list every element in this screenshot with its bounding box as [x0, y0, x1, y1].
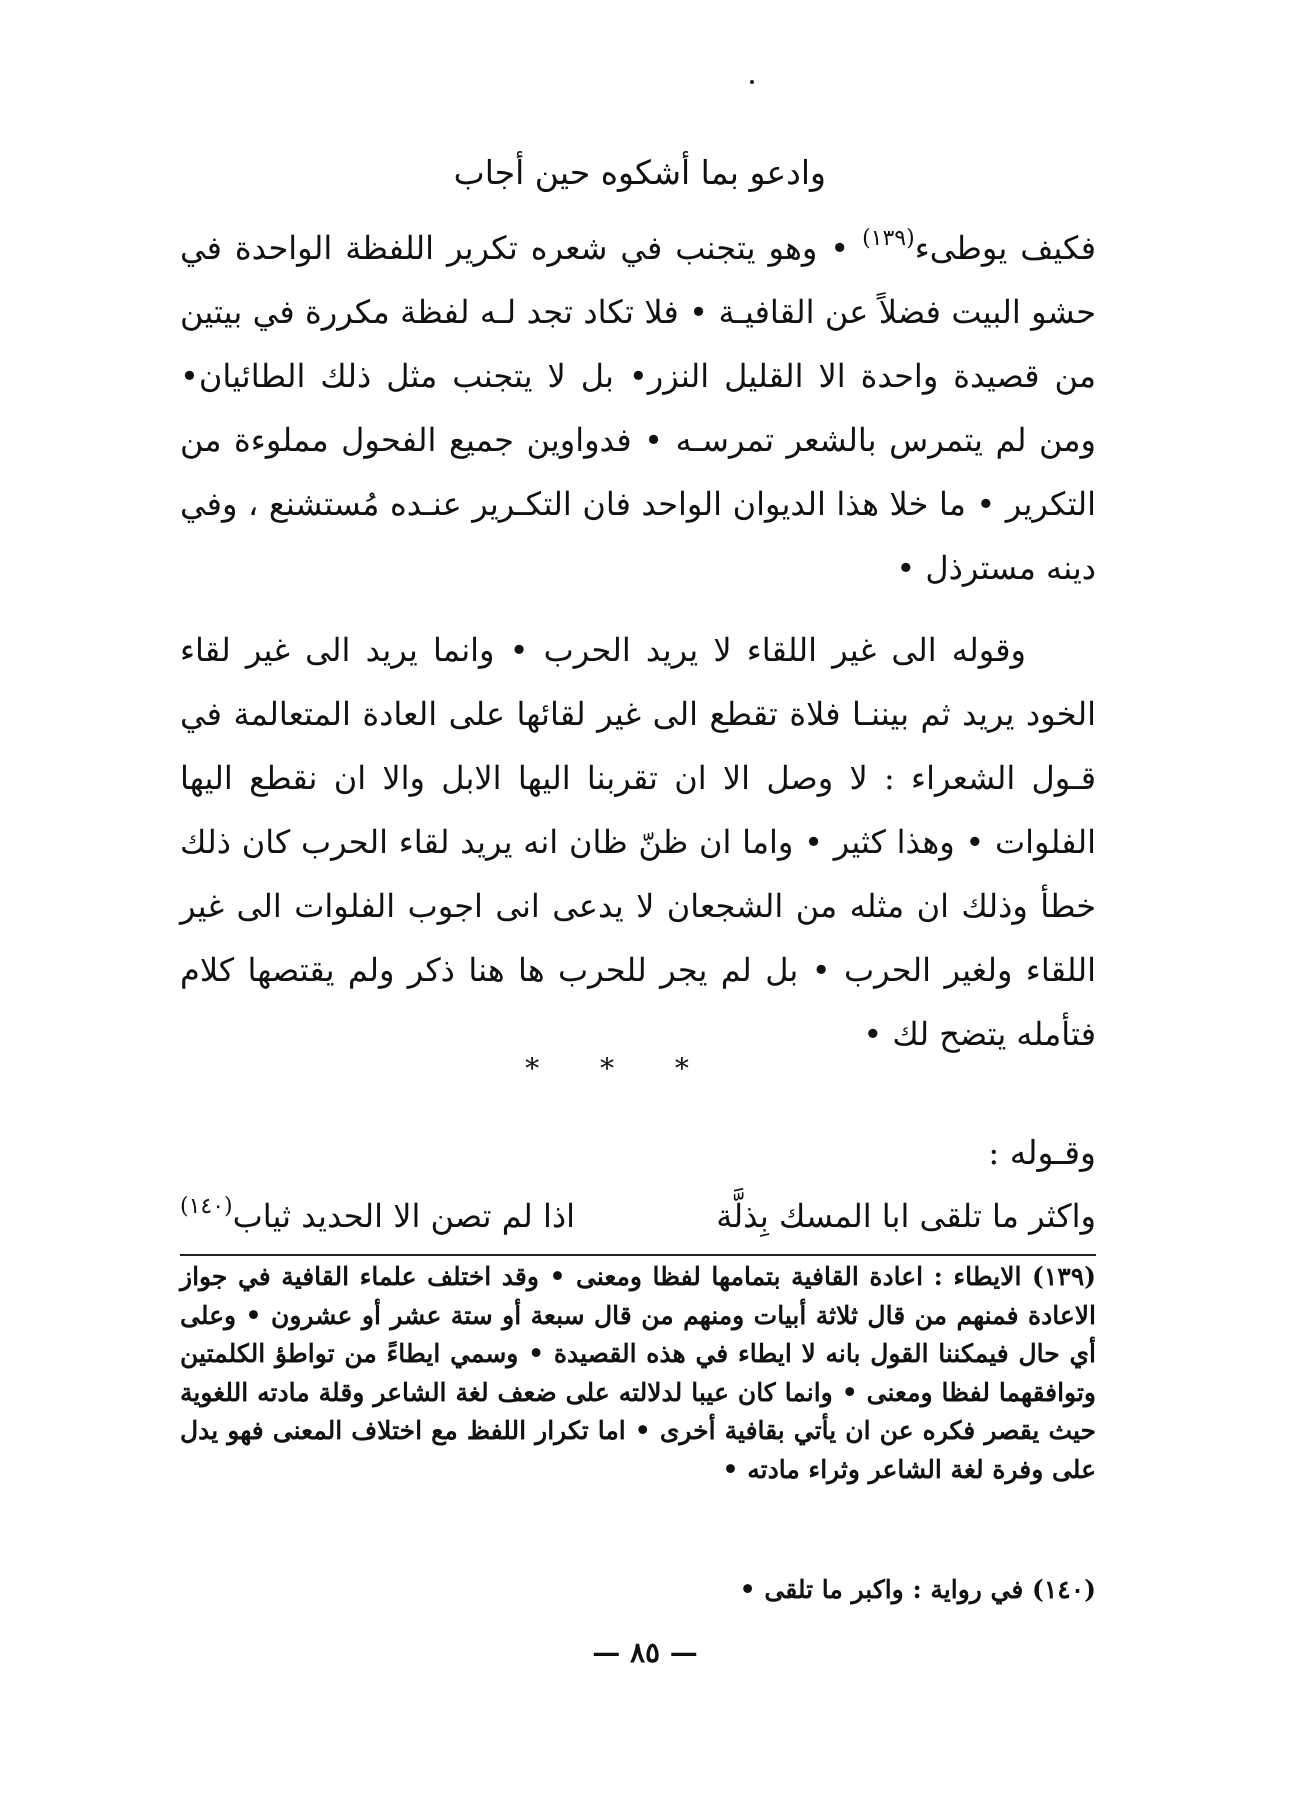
paragraph-2-text: وقوله الى غير اللقاء لا يريد الحرب • وانما يريد الى غير لقاء الخود يريد ثم بيننـا فلاة تقطع الى غير لقائها على العادة المتعالمة في قـول الشعراء : لا وصل الا ان تقربنا اليها الابل والا ان نقطع اليها الفلوات • وهذا كثير • واما ان ظنّ ظان انه يريد لقاء الحرب كان ذلك خطأ وذلك ان مثله من الشجعان لا يدعى انى اجوب الفلوات الى غير اللقاء ولغير الحرب • بل لم يجر للحرب ها هنا ذكر ولم يقتصها كلام فتأمله يتضح لك • [180, 631, 1097, 1053]
footnote-divider [180, 1254, 1096, 1256]
verse-second-hemistich-wrap [180, 1186, 575, 1246]
footnote-139: (١٣٩) الايطاء : اعادة القافية بتمامها لفظا ومعنى • وقد اختلف علماء القافية في جواز الاعادة فمنهم من قال ثلاثة أبيات ومنهم من قال سبعة أو ستة عشر أو عشرون • وعلى أي حال فيمكننا القول بانه لا ايطاء في هذه القصيدة • وسمي ايطاءً من تواطؤ الكلمتين وتوافقهما لفظا ومعنى • وانما كان عيبا لدلالته على ضعف لغة الشاعر وقلة مادته اللغوية حيث يقصر فكره عن ان يأتي بقافية أخرى • اما تكرار اللفظ مع اختلاف المعنى فهو يدل على وفرة لغة الشاعر وثراء مادته • [180, 1262, 1096, 1484]
footnote-140: (١٤٠) في رواية : واكبر ما تلقى • [739, 1575, 1096, 1604]
verse-line [180, 1186, 1096, 1246]
verse-first-hemistich: واكثر ما تلقى ابا المسك بِذلَّة [716, 1197, 1096, 1235]
verse-second-hemistich: اذا لم تصن الا الحديد ثياب [232, 1197, 575, 1235]
verse-top: وادعو بما أشكوه حين أجاب [453, 153, 826, 192]
paragraph-2 [180, 618, 1096, 1066]
paragraph-1-rest: • وهو يتجنب في شعره تكرير اللفظة الواحدة في حشو البيت فضلاً عن القافيـة • فلا تكاد تجد لـه لفظة مكررة في بيتين من قصيدة واحدة الا القليل النزر• بل لا يتجنب مثل ذلك الطائيان• ومن لم يتمرس بالشعر تمرسـه • فدواوين جميع الفحول مملوءة من التكرير • ما خلا هذا الديوان الواحد فان التكـرير عنـده مُستشنع ، وفي دينه مسترذل • [180, 229, 1097, 587]
paragraph-1-start: فكيف يوطىء [914, 229, 1097, 267]
section-separator: * * * [525, 1052, 715, 1085]
footnote-ref-139: (١٣٩) [862, 226, 915, 251]
verse-intro: وقـوله : [988, 1133, 1096, 1172]
page-number: — ٨٥ — [592, 1636, 698, 1669]
paragraph-1 [180, 216, 1096, 600]
footnote-ref-140: (١٤٠) [180, 1194, 233, 1219]
ink-speck [750, 80, 754, 84]
